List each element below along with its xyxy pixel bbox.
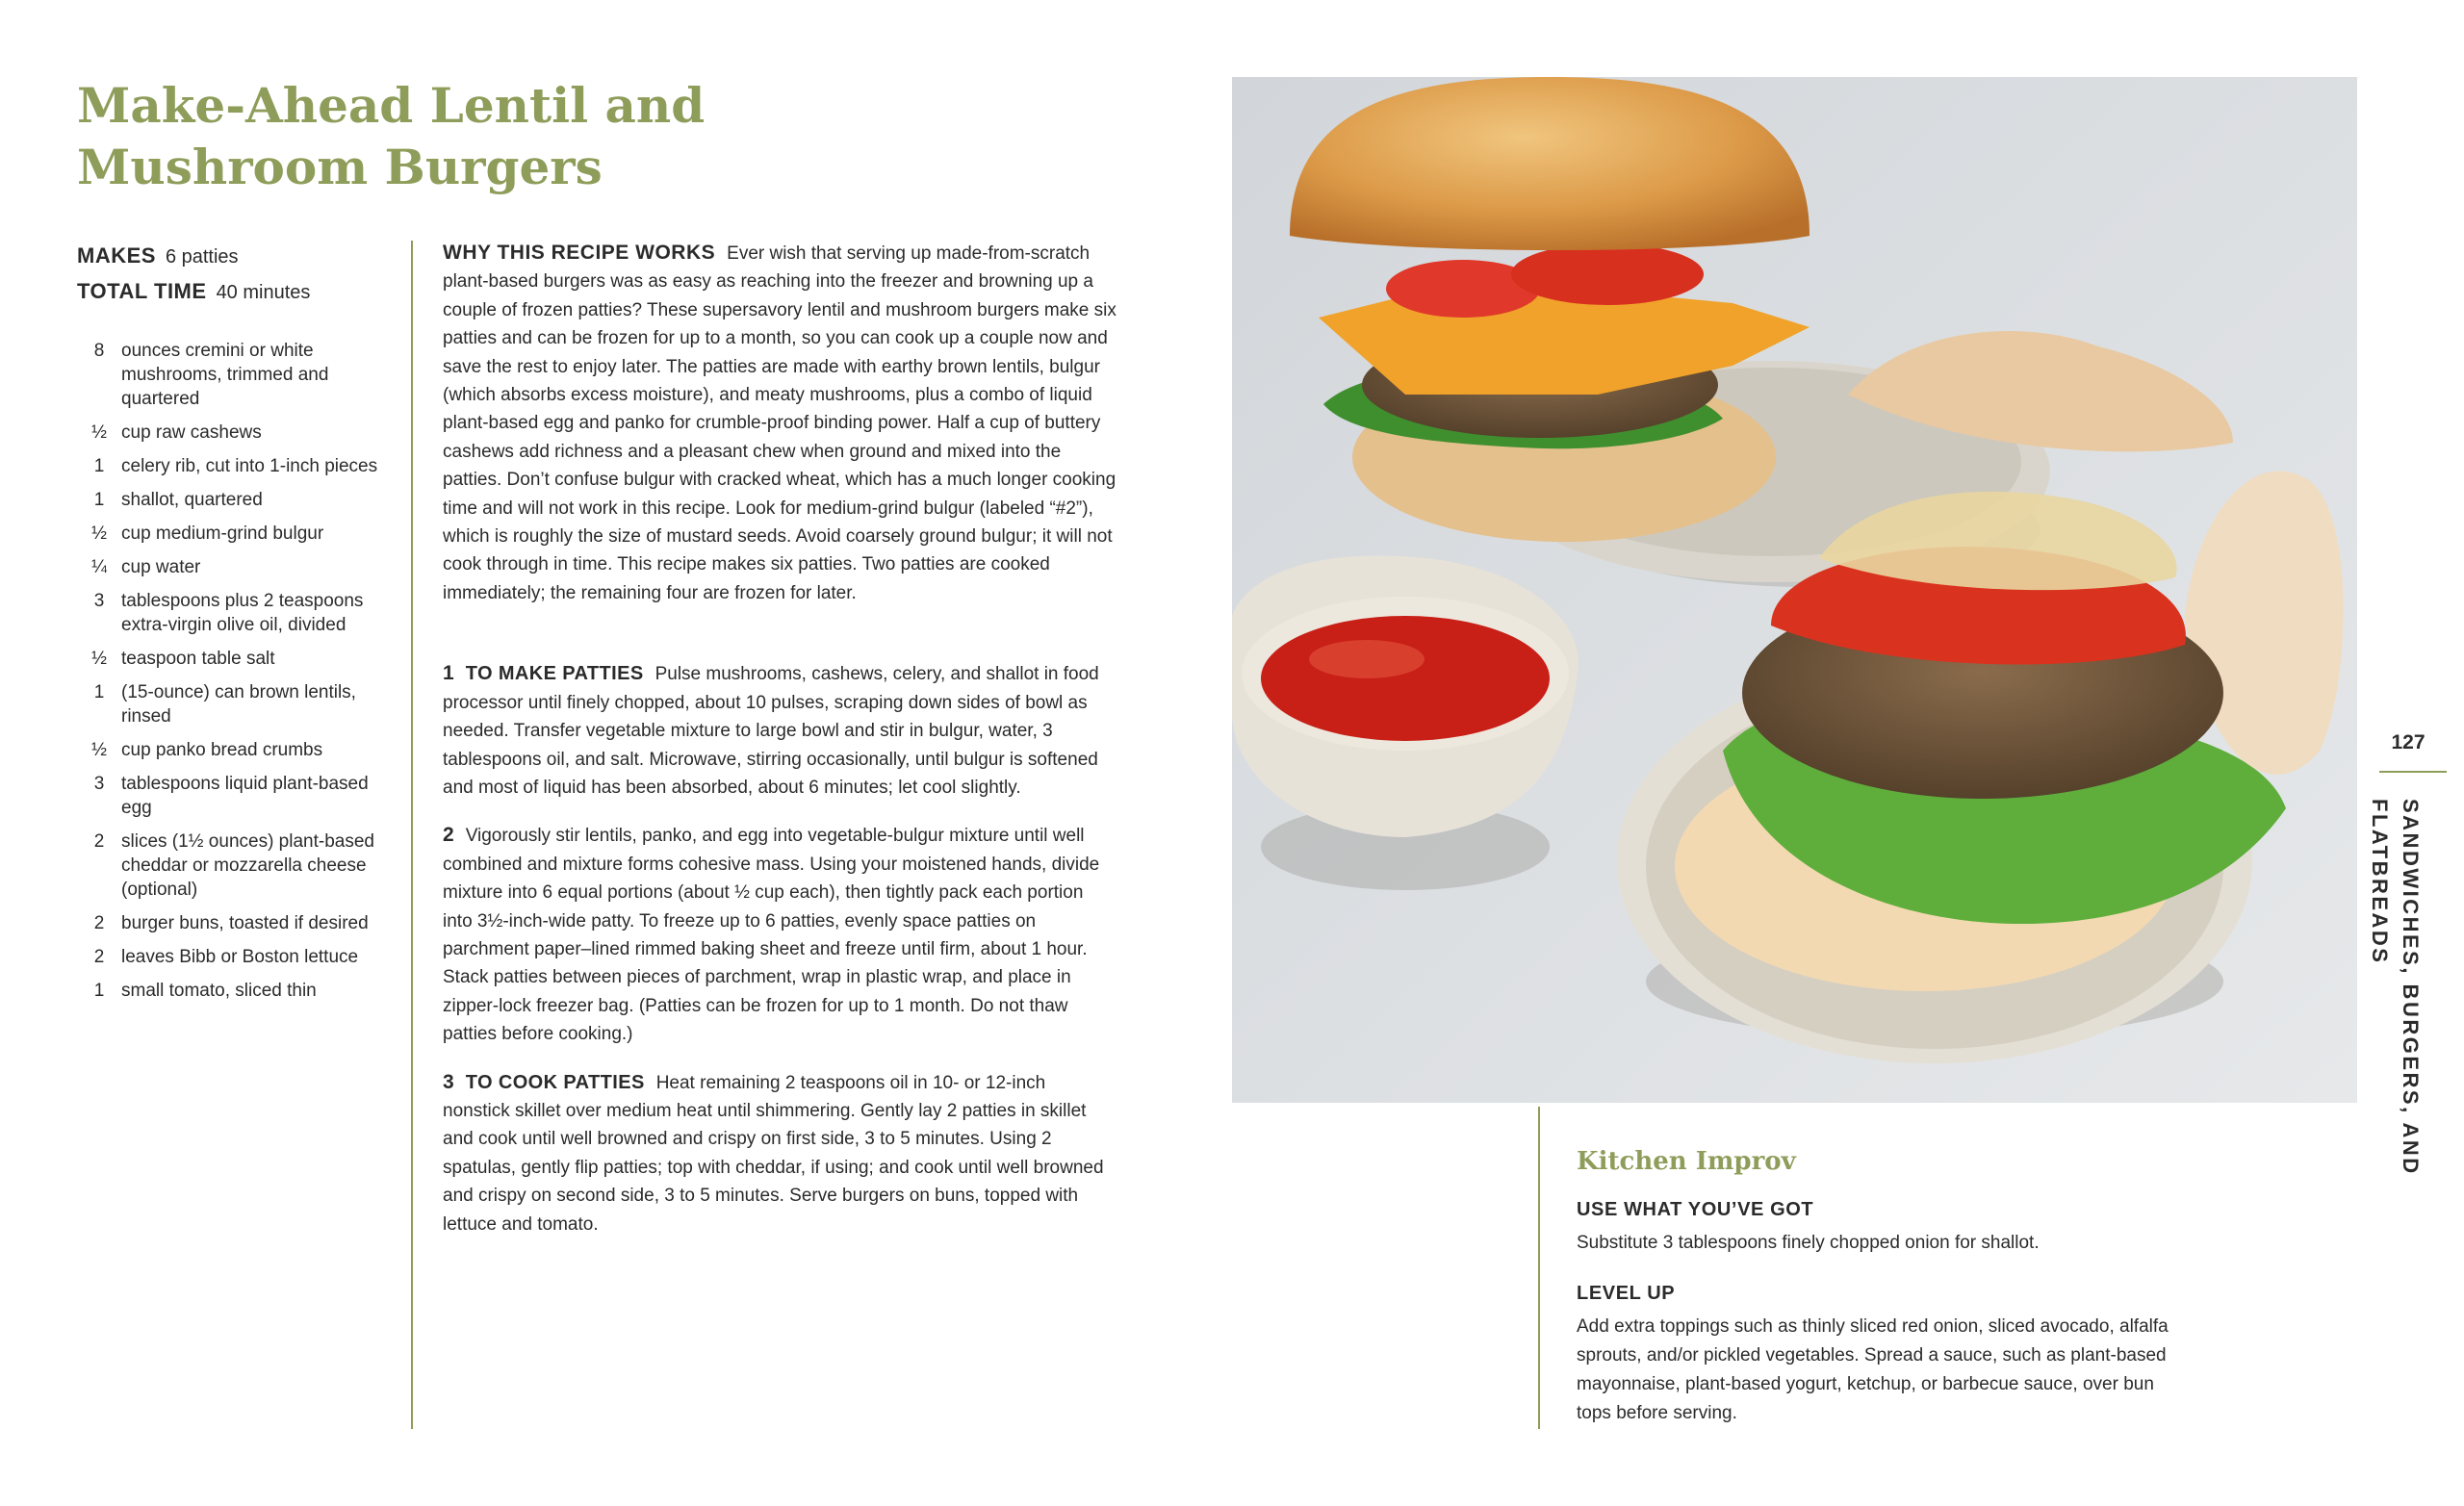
- tip-text: Substitute 3 tablespoons finely chopped onion for shallot.: [1577, 1233, 2040, 1253]
- step-text: Pulse mushrooms, cashews, celery, and shallot in food processor until finely chopped, about 10 pulses, scraping down sides of bowl as needed. Transfer vegetable mixture to large bowl and stir in bulgur, water, 3 tablespoons oil, and salt. Microwave, stirring occasionally, until bulgur is softened and most of liquid has been absorbed, about 6 minutes; let cool slightly.: [443, 664, 1099, 798]
- ingredient-item: [77, 522, 395, 546]
- makes-label: MAKES: [77, 243, 156, 268]
- ingredient-qty: 2: [93, 913, 105, 933]
- why-body: Ever wish that serving up made-from-scratch plant-based burgers was as easy as reaching into the freezer and browning up a couple of frozen patties? These supersavory lentil and mushroom burgers make six patties and can be frozen for up to a month, so you can cook up a couple now and save the rest to enjoy later. The patties are made with earthy brown lentils, bulgur (which absorbs excess moisture), and meaty mushrooms, plus a combo of liquid plant-based egg and panko for crumble-proof binding power. Half a cup of buttery cashews add richness and a pleasant chew when ground and mixed into the patties. Don’t confuse bulgur with cracked wheat, which has a much longer cooking time and will not work in this recipe. Look for medium-grind bulgur (labeled “#2”), which is roughly the size of mustard seeds. Avoid coarsely ground bulgur; it will not cook through in time. This recipe makes six patties. Two patties are cooked immediately; the remaining four are frozen for later.: [443, 243, 1116, 603]
- ingredient-qty: ½: [91, 740, 107, 760]
- ingredient-qty: ½: [91, 523, 107, 544]
- ingredient-qty: 1: [93, 456, 105, 476]
- ingredient-item: [77, 680, 395, 728]
- ingredient-text: leaves Bibb or Boston lettuce: [121, 947, 359, 967]
- sidebar-divider: [1538, 1107, 1540, 1429]
- ingredient-text: cup medium-grind bulgur: [121, 523, 324, 544]
- total-time-value: 40 minutes: [216, 282, 311, 303]
- ingredient-text: burger buns, toasted if desired: [121, 913, 369, 933]
- ingredient-text: slices (1½ ounces) plant-based cheddar or mozzarella cheese (optional): [121, 831, 374, 900]
- ingredient-item: [77, 911, 395, 935]
- ingredient-text: shallot, quartered: [121, 490, 263, 510]
- ingredient-text: tablespoons liquid plant-based egg: [121, 774, 369, 818]
- total-time-row: [77, 274, 310, 310]
- ingredient-list: [77, 339, 395, 1012]
- makes-value: 6 patties: [165, 246, 239, 268]
- ingredient-item: [77, 488, 395, 512]
- ingredient-text: cup raw cashews: [121, 422, 262, 443]
- tip-heading: LEVEL UP: [1577, 1283, 1676, 1304]
- recipe-title: [77, 75, 751, 198]
- ingredient-qty: ½: [91, 649, 107, 669]
- ingredient-qty: 1: [93, 981, 105, 1001]
- page-number-rule: [2379, 771, 2447, 773]
- ingredient-item: [77, 555, 395, 579]
- total-time-label: TOTAL TIME: [77, 279, 207, 303]
- why-heading: WHY THIS RECIPE WORKS: [443, 242, 716, 264]
- ingredient-item: [77, 454, 395, 478]
- ingredient-item: [77, 945, 395, 969]
- kitchen-improv-title: Kitchen Improv: [1577, 1147, 1796, 1176]
- ingredient-item: [77, 421, 395, 445]
- ingredient-item: [77, 830, 395, 902]
- ingredient-item: [77, 772, 395, 820]
- ingredient-qty: ½: [91, 422, 107, 443]
- ingredient-qty: 1: [93, 490, 105, 510]
- recipe-title-line-2: Mushroom Burgers: [77, 139, 603, 195]
- step-3: [443, 1068, 1116, 1238]
- ingredient-qty: 8: [93, 341, 105, 361]
- step-heading: TO COOK PATTIES: [465, 1071, 645, 1093]
- ingredient-qty: 3: [93, 774, 105, 794]
- column-divider: [411, 241, 413, 1429]
- ingredient-item: [77, 979, 395, 1003]
- why-this-recipe-works: [443, 239, 1116, 607]
- recipe-meta: [77, 239, 310, 310]
- ketchup-bowl: [1232, 556, 1578, 891]
- ingredient-qty: 3: [93, 591, 105, 611]
- ingredient-text: small tomato, sliced thin: [121, 981, 317, 1001]
- ingredient-qty: ¼: [91, 557, 107, 577]
- ingredient-qty: 2: [93, 831, 105, 852]
- kitchen-improv-box: [1577, 1145, 2193, 1428]
- method-column: [443, 239, 1116, 1238]
- makes-row: [77, 239, 310, 274]
- ingredient-text: teaspoon table salt: [121, 649, 275, 669]
- ingredient-text: (15-ounce) can brown lentils, rinsed: [121, 682, 356, 727]
- step-number: 2: [443, 824, 454, 847]
- tip-text: Add extra toppings such as thinly sliced red onion, sliced avocado, alfalfa sprouts, and/or pickled vegetables. Spread a sauce, such as plant-based mayonnaise, plant-based yogurt, ketchup, or barbecue sauce, over bun tops before serving.: [1577, 1316, 2169, 1423]
- ingredient-item: [77, 647, 395, 671]
- ingredient-item: [77, 339, 395, 411]
- step-number: 3: [443, 1070, 454, 1093]
- step-1: [443, 659, 1116, 802]
- ingredient-text: ounces cremini or white mushrooms, trimmed and quartered: [121, 341, 329, 409]
- ingredient-text: cup water: [121, 557, 201, 577]
- page-number: 127: [2391, 731, 2426, 753]
- ingredient-item: [77, 738, 395, 762]
- step-text: Heat remaining 2 teaspoons oil in 10- or 12-inch nonstick skillet over medium heat until shimmering. Gently lay 2 patties in skillet and cook until well browned and crispy on first side, 3 to 5 minutes. Using 2 spatulas, gently flip patties; top with cheddar, if using; and cook until well browned and crispy on second side, 3 to 5 minutes. Serve burgers on buns, topped with lettuce and tomato.: [443, 1072, 1104, 1235]
- step-number: 1: [443, 662, 454, 685]
- ingredient-qty: 2: [93, 947, 105, 967]
- ingredient-qty: 1: [93, 682, 105, 702]
- tip-heading: USE WHAT YOU’VE GOT: [1577, 1199, 1814, 1220]
- burger-photo: [1232, 77, 2357, 1103]
- recipe-title-line-1: Make-Ahead Lentil and: [77, 77, 706, 134]
- ingredient-item: [77, 589, 395, 637]
- ingredient-text: celery rib, cut into 1-inch pieces: [121, 456, 378, 476]
- step-2: [443, 821, 1116, 1048]
- step-text: Vigorously stir lentils, panko, and egg into vegetable-bulgur mixture until well combined and mixture forms cohesive mass. Using your moistened hands, divide mixture into 6 equal portions (about ½ cup each), then tightly pack each portion into 3½-inch-wide patty. To freeze up to 6 patties, evenly space patties on parchment paper–lined rimmed baking sheet and freeze until firm, about 1 hour. Stack patties between pieces of parchment, wrap in plastic wrap, and place in zipper-lock freezer bag. (Patties can be frozen for up to 1 month. Do not thaw patties before cooking.): [443, 826, 1100, 1045]
- chapter-title: SANDWICHES, BURGERS, AND FLATBREADS: [2368, 799, 2423, 1176]
- step-heading: TO MAKE PATTIES: [465, 663, 644, 685]
- ingredient-text: cup panko bread crumbs: [121, 740, 323, 760]
- ingredient-text: tablespoons plus 2 teaspoons extra-virgin olive oil, divided: [121, 591, 364, 635]
